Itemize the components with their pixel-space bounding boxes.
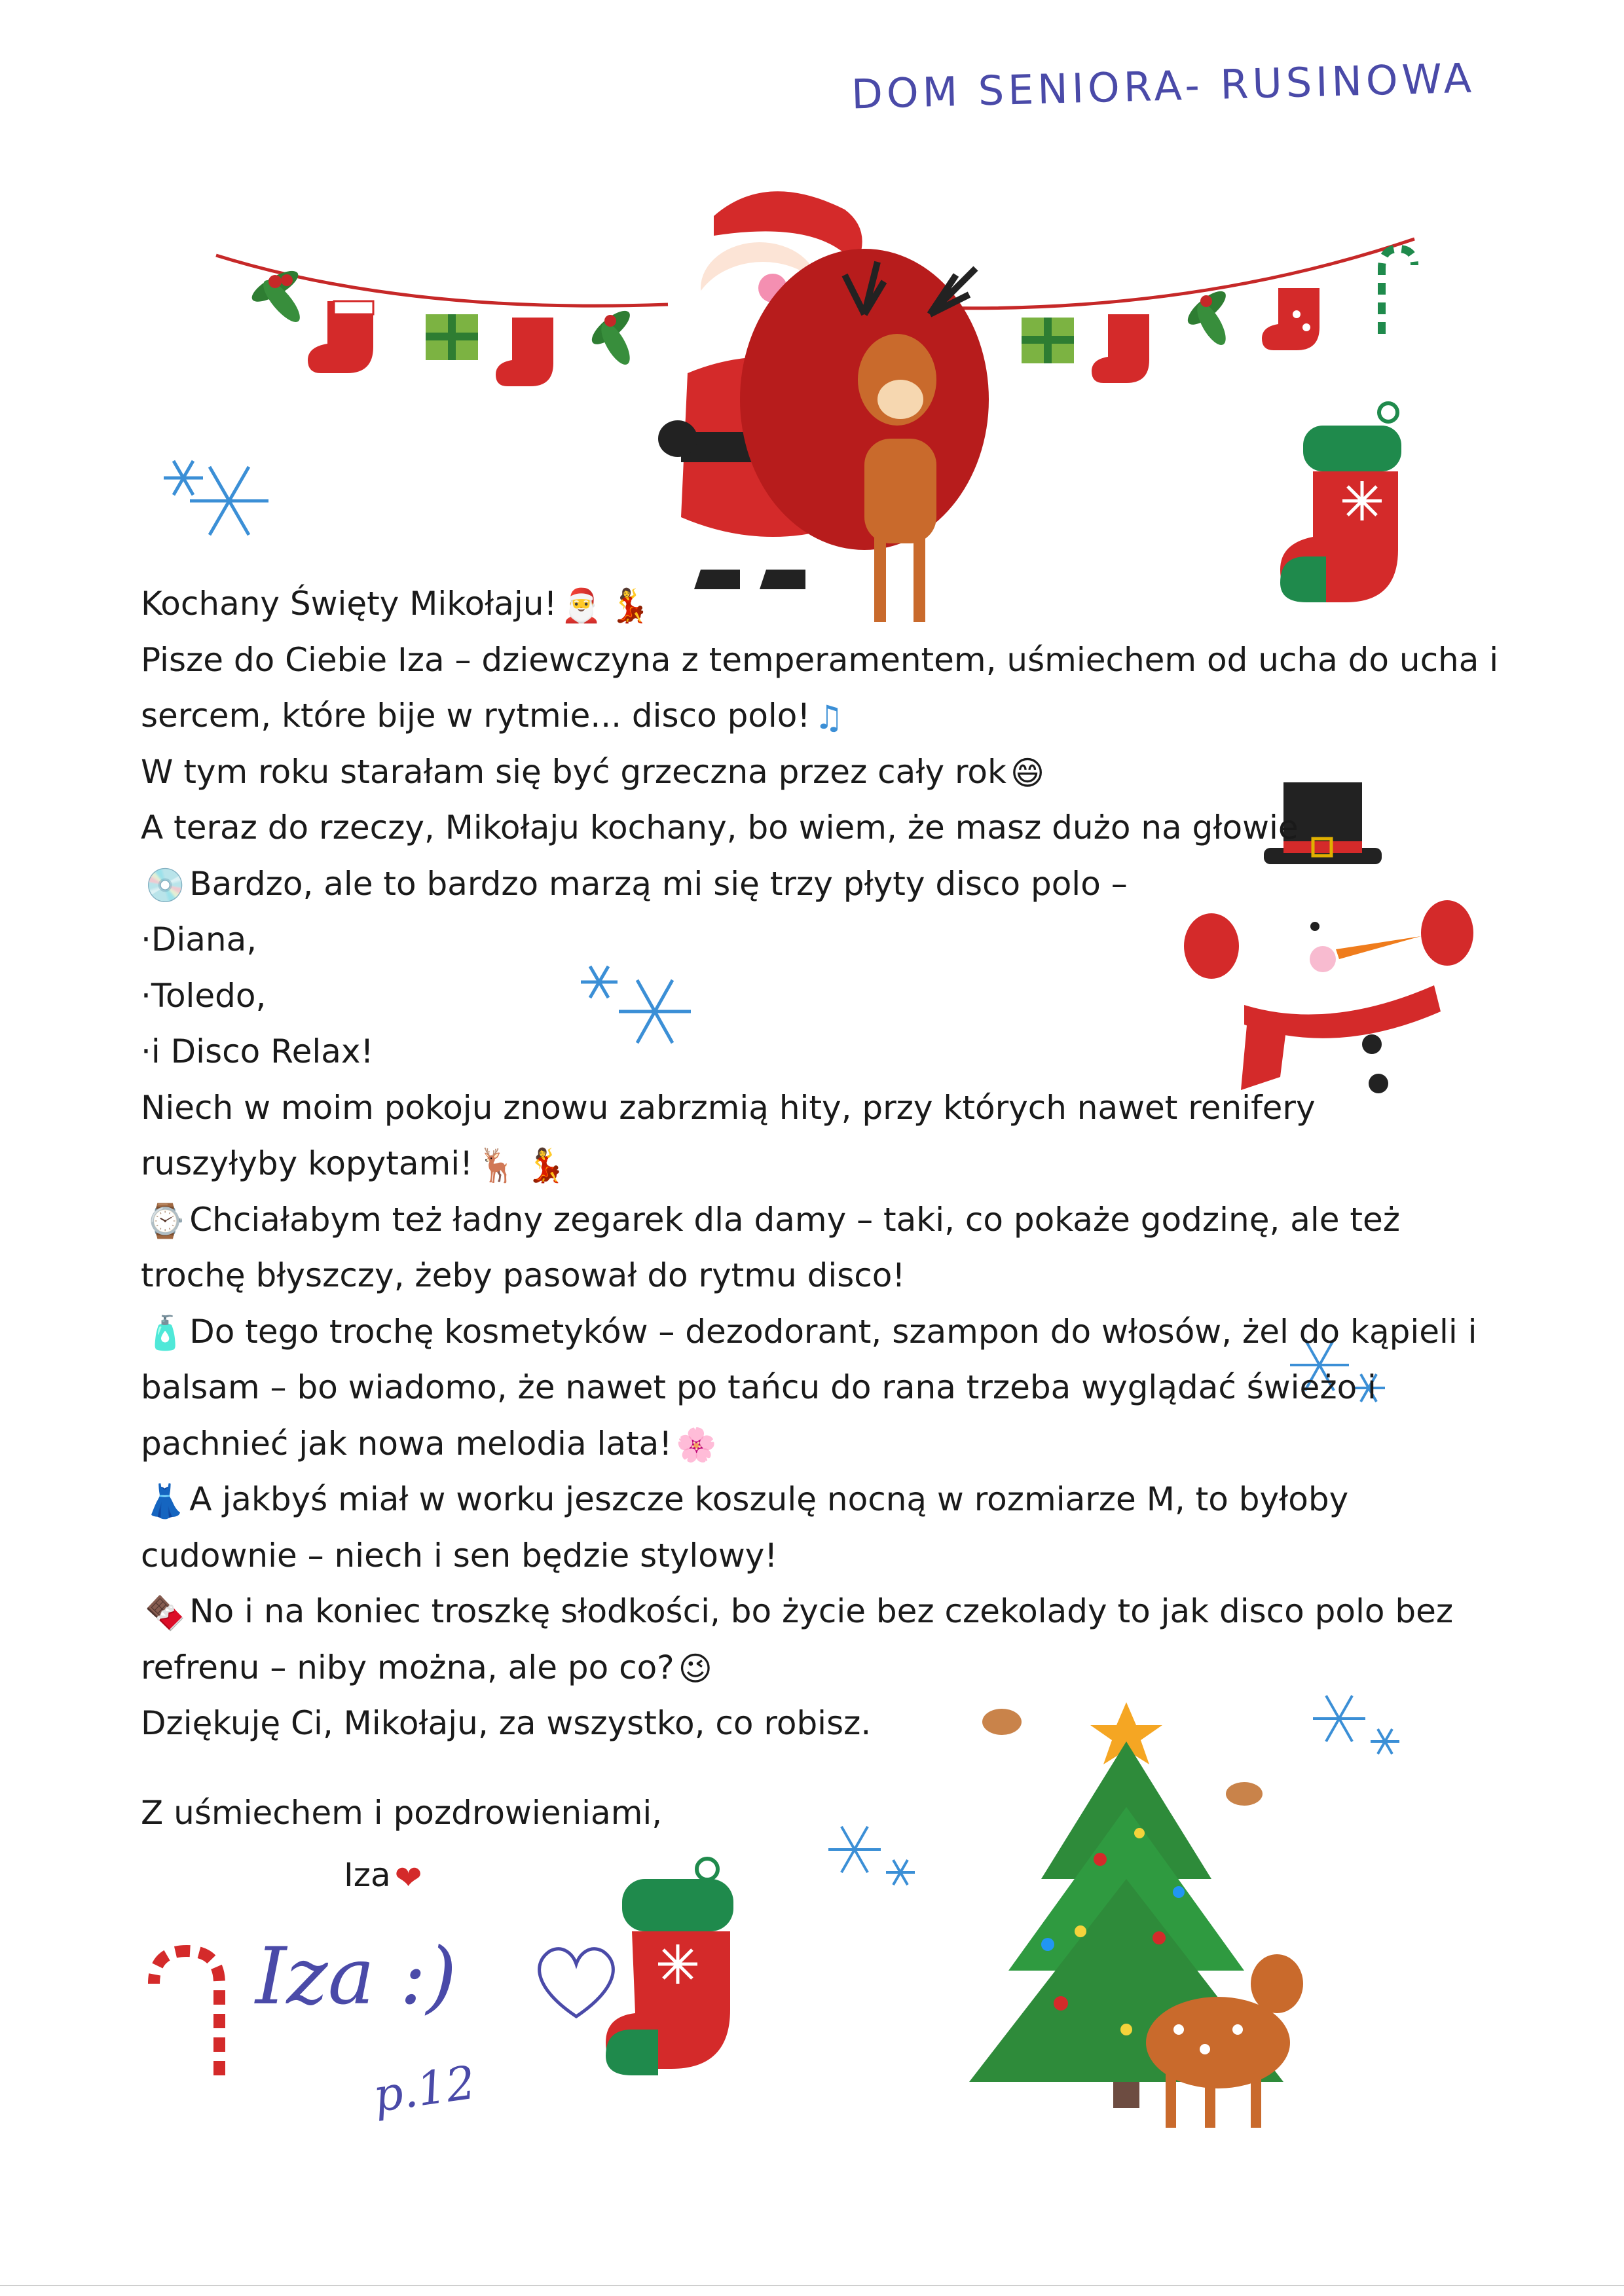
lotion-bottle-icon: 🧴 (145, 1314, 186, 1353)
holly-icon (1183, 285, 1231, 349)
garland-stocking-icon (308, 301, 373, 373)
letter-line: ruszyłyby kopytami! 🦌 💃 (141, 1136, 1385, 1192)
handwritten-room-number: p.12 (370, 2055, 479, 2123)
watch-icon: ⌚ (145, 1202, 186, 1241)
christmas-tree-icon (930, 1663, 1336, 2137)
letter-line: pachnieć jak nowa melodia lata! 🌸 (141, 1416, 1385, 1472)
snowflake-icon (819, 1820, 923, 1901)
garland-stocking-icon (496, 318, 553, 386)
gift-icon (426, 314, 478, 360)
letter-line: trochę błyszczy, żeby pasował do rytmu disco! (141, 1256, 906, 1294)
letter-line: Niech w moim pokoju znowu zabrzmią hity, przy których nawet renifery (141, 1088, 1316, 1127)
letter-line: 💿 Bardzo, ale to bardzo marzą mi się trzy płyty disco polo – (141, 856, 1385, 913)
letter-signoff: Z uśmiechem i pozdrowieniami, (141, 1794, 663, 1832)
gift-icon (1022, 318, 1074, 363)
garland-stocking-icon (1092, 314, 1149, 383)
letter-line: ⌚ Chciałabym też ładny zegarek dla damy – taki, co pokaże godzinę, ale też (141, 1192, 1385, 1248)
letter-line: 👗 A jakbyś miał w worku jeszcze koszulę nocną w rozmiarze M, to byłoby (141, 1472, 1385, 1528)
letter-line: Pisze do Ciebie Iza – dziewczyna z temperamentem, uśmiechem od ucha do ucha i (141, 640, 1499, 679)
letter-line: balsam – bo wiadomo, że nawet po tańcu do rana trzeba wyglądać świeżo i (141, 1368, 1376, 1406)
letter-line: Dziękuję Ci, Mikołaju, za wszystko, co robisz. (141, 1704, 872, 1742)
music-notes-icon: ♫ (814, 698, 844, 737)
letter-line: sercem, które bije w rytmie... disco polo! ♫ (141, 688, 1385, 744)
santa-emoji-icon: 🎅 (561, 586, 602, 625)
dancer-emoji-icon: 💃 (609, 586, 651, 625)
list-item: ·Toledo, (141, 976, 267, 1015)
list-item: ·i Disco Relax! (141, 1032, 374, 1070)
chocolate-bar-icon: 🍫 (145, 1594, 186, 1632)
heart-icon: ❤ (394, 1858, 422, 1897)
list-item: ·Diana, (141, 920, 257, 958)
santa-garland-illustration (210, 177, 1428, 635)
holly-icon (248, 265, 305, 327)
greeting-text: Kochany Święty Mikołaju! (141, 585, 557, 623)
page-edge-line (0, 2285, 1624, 2286)
letter-line: W tym roku starałam się być grzeczna przez cały rok 😄 (141, 744, 1385, 801)
cherry-blossom-icon: 🌸 (676, 1426, 717, 1465)
snowflake-icon (157, 452, 288, 553)
dress-icon: 👗 (145, 1482, 186, 1520)
dancer-emoji-icon: 💃 (525, 1146, 566, 1184)
winking-emoji-icon: 😉 (678, 1650, 712, 1688)
cd-disc-icon: 💿 (145, 866, 186, 905)
letter-greeting (141, 576, 1385, 632)
letter-line: refrenu – niby można, ale po co? 😉 (141, 1640, 1385, 1696)
holly-icon (587, 305, 635, 369)
letter-line: 🧴 Do tego trochę kosmetyków – dezodorant, szampon do włosów, żel do kąpieli i (141, 1304, 1385, 1360)
header-note: DOM SENIORA- RUSINOWA (851, 54, 1476, 118)
reindeer-emoji-icon: 🦌 (477, 1146, 518, 1184)
letter-line: cudownie – niech i sen będzie stylowy! (141, 1536, 778, 1575)
garland-stocking-icon (1262, 288, 1320, 350)
letter-line: A teraz do rzeczy, Mikołaju kochany, bo wiem, że masz dużo na głowie (141, 809, 1299, 847)
grinning-emoji-icon: 😄 (1010, 754, 1045, 793)
candy-cane-icon (1382, 249, 1414, 334)
letter-line: 🍫 No i na koniec troszkę słodkości, bo życie bez czekolady to jak disco polo bez (141, 1584, 1385, 1640)
candy-cane-icon (141, 1938, 246, 2085)
handwritten-signature: Iza :) (255, 1931, 457, 2022)
letter-signature-name: Iza ❤ (344, 1856, 422, 1897)
christmas-stocking-icon (602, 1853, 760, 2098)
letter-body (141, 576, 1499, 1752)
